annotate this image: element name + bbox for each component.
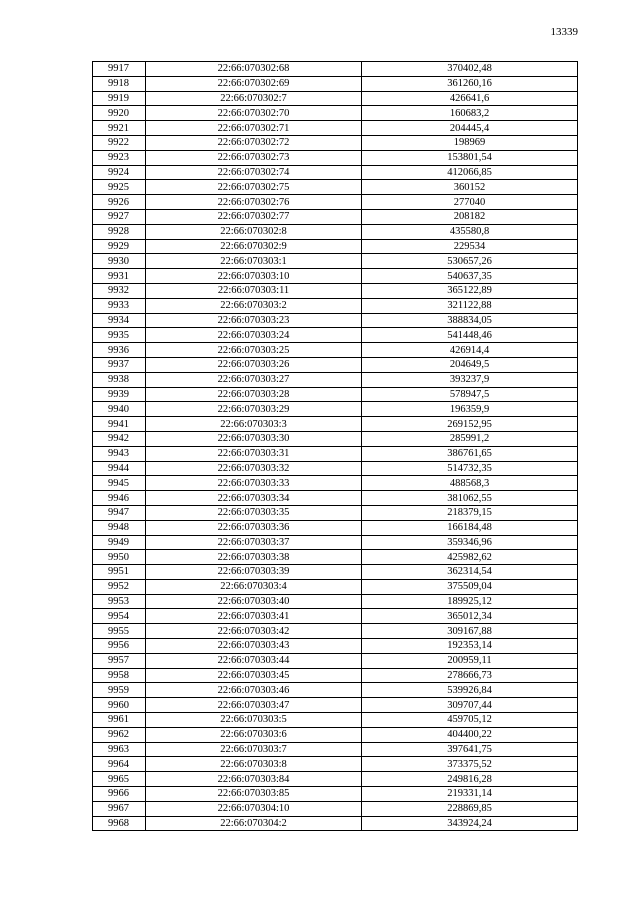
row-number-cell: 9946 [93,491,146,506]
cadastral-number-cell: 22:66:070303:30 [146,431,362,446]
cadastral-value-cell: 166184,48 [362,520,578,535]
cadastral-number-cell: 22:66:070303:26 [146,357,362,372]
cadastral-value-cell: 278666,73 [362,668,578,683]
cadastral-value-cell: 361260,16 [362,76,578,91]
cadastral-number-cell: 22:66:070303:39 [146,565,362,580]
cadastral-number-cell: 22:66:070303:28 [146,387,362,402]
table-row [93,624,578,639]
cadastral-number-cell: 22:66:070302:77 [146,209,362,224]
row-number-cell: 9950 [93,550,146,565]
row-number-cell: 9927 [93,209,146,224]
cadastral-number-cell: 22:66:070303:31 [146,446,362,461]
table-row [93,121,578,136]
row-number-cell: 9942 [93,431,146,446]
cadastral-value-cell: 359346,96 [362,535,578,550]
cadastral-value-cell: 196359,9 [362,402,578,417]
cadastral-number-cell: 22:66:070303:29 [146,402,362,417]
table-row [93,254,578,269]
table-row [93,135,578,150]
row-number-cell: 9939 [93,387,146,402]
table-row [93,91,578,106]
cadastral-value-cell: 269152,95 [362,417,578,432]
cadastral-value-cell: 198969 [362,135,578,150]
cadastral-value-cell: 540637,35 [362,269,578,284]
cadastral-value-cell: 412066,85 [362,165,578,180]
row-number-cell: 9957 [93,653,146,668]
table-row [93,313,578,328]
row-number-cell: 9937 [93,357,146,372]
table-row [93,209,578,224]
table-row [93,801,578,816]
cadastral-number-cell: 22:66:070304:10 [146,801,362,816]
cadastral-value-cell: 204649,5 [362,357,578,372]
table-row [93,417,578,432]
row-number-cell: 9929 [93,239,146,254]
cadastral-number-cell: 22:66:070302:7 [146,91,362,106]
table-row [93,609,578,624]
cadastral-value-cell: 386761,65 [362,446,578,461]
table-row [93,727,578,742]
cadastral-value-cell: 404400,22 [362,727,578,742]
row-number-cell: 9948 [93,520,146,535]
cadastral-number-cell: 22:66:070303:5 [146,713,362,728]
row-number-cell: 9924 [93,165,146,180]
row-number-cell: 9934 [93,313,146,328]
row-number-cell: 9943 [93,446,146,461]
table-row [93,106,578,121]
row-number-cell: 9931 [93,269,146,284]
cadastral-value-cell: 192353,14 [362,639,578,654]
row-number-cell: 9962 [93,727,146,742]
cadastral-value-cell: 309167,88 [362,624,578,639]
table-row [93,283,578,298]
cadastral-number-cell: 22:66:070302:74 [146,165,362,180]
table-row [93,520,578,535]
cadastral-value-cell: 153801,54 [362,150,578,165]
row-number-cell: 9955 [93,624,146,639]
row-number-cell: 9941 [93,417,146,432]
row-number-cell: 9965 [93,772,146,787]
cadastral-number-cell: 22:66:070303:38 [146,550,362,565]
row-number-cell: 9959 [93,683,146,698]
row-number-cell: 9920 [93,106,146,121]
cadastral-number-cell: 22:66:070303:36 [146,520,362,535]
cadastral-number-cell: 22:66:070303:33 [146,476,362,491]
cadastral-value-cell: 539926,84 [362,683,578,698]
table-row [93,372,578,387]
row-number-cell: 9956 [93,639,146,654]
table-row [93,165,578,180]
row-number-cell: 9967 [93,801,146,816]
row-number-cell: 9933 [93,298,146,313]
cadastral-value-cell: 208182 [362,209,578,224]
cadastral-value-cell: 229534 [362,239,578,254]
cadastral-number-cell: 22:66:070303:47 [146,698,362,713]
table-row [93,742,578,757]
table-row [93,357,578,372]
table-row [93,565,578,580]
cadastral-number-cell: 22:66:070302:73 [146,150,362,165]
row-number-cell: 9918 [93,76,146,91]
cadastral-value-cell: 365012,34 [362,609,578,624]
row-number-cell: 9930 [93,254,146,269]
cadastral-number-cell: 22:66:070303:44 [146,653,362,668]
cadastral-number-cell: 22:66:070302:75 [146,180,362,195]
cadastral-value-cell: 365122,89 [362,283,578,298]
row-number-cell: 9949 [93,535,146,550]
table-body [93,62,578,831]
cadastral-number-cell: 22:66:070302:70 [146,106,362,121]
cadastral-value-cell: 393237,9 [362,372,578,387]
cadastral-number-cell: 22:66:070304:2 [146,816,362,831]
row-number-cell: 9960 [93,698,146,713]
table-row [93,713,578,728]
cadastral-value-cell: 228869,85 [362,801,578,816]
cadastral-value-cell: 373375,52 [362,757,578,772]
row-number-cell: 9925 [93,180,146,195]
row-number-cell: 9923 [93,150,146,165]
cadastral-number-cell: 22:66:070303:34 [146,491,362,506]
cadastral-value-cell: 285991,2 [362,431,578,446]
cadastral-number-cell: 22:66:070302:9 [146,239,362,254]
cadastral-number-cell: 22:66:070303:27 [146,372,362,387]
cadastral-value-cell: 514732,35 [362,461,578,476]
page-number: 13339 [550,26,578,38]
cadastral-value-table [92,61,578,831]
table-row [93,269,578,284]
row-number-cell: 9932 [93,283,146,298]
table-row [93,224,578,239]
cadastral-value-cell: 200959,11 [362,653,578,668]
cadastral-value-cell: 218379,15 [362,505,578,520]
cadastral-number-cell: 22:66:070303:6 [146,727,362,742]
table-row [93,535,578,550]
cadastral-value-cell: 362314,54 [362,565,578,580]
table-row [93,328,578,343]
row-number-cell: 9944 [93,461,146,476]
cadastral-value-cell: 249816,28 [362,772,578,787]
cadastral-value-cell: 189925,12 [362,594,578,609]
cadastral-number-cell: 22:66:070302:8 [146,224,362,239]
table-row [93,787,578,802]
cadastral-number-cell: 22:66:070303:42 [146,624,362,639]
table-row [93,639,578,654]
row-number-cell: 9947 [93,505,146,520]
cadastral-number-cell: 22:66:070302:69 [146,76,362,91]
cadastral-value-cell: 277040 [362,195,578,210]
cadastral-number-cell: 22:66:070302:68 [146,62,362,77]
cadastral-number-cell: 22:66:070303:35 [146,505,362,520]
cadastral-number-cell: 22:66:070303:41 [146,609,362,624]
cadastral-value-cell: 488568,3 [362,476,578,491]
row-number-cell: 9954 [93,609,146,624]
table-row [93,343,578,358]
cadastral-number-cell: 22:66:070303:40 [146,594,362,609]
cadastral-value-cell: 426914,4 [362,343,578,358]
cadastral-value-cell: 397641,75 [362,742,578,757]
table-row [93,150,578,165]
row-number-cell: 9961 [93,713,146,728]
table-row [93,579,578,594]
table-row [93,180,578,195]
cadastral-value-cell: 459705,12 [362,713,578,728]
cadastral-value-cell: 578947,5 [362,387,578,402]
table-row [93,594,578,609]
cadastral-value-cell: 219331,14 [362,787,578,802]
cadastral-value-cell: 204445,4 [362,121,578,136]
row-number-cell: 9938 [93,372,146,387]
row-number-cell: 9917 [93,62,146,77]
row-number-cell: 9966 [93,787,146,802]
row-number-cell: 9922 [93,135,146,150]
table-row [93,446,578,461]
table-row [93,62,578,77]
row-number-cell: 9928 [93,224,146,239]
table-row [93,505,578,520]
cadastral-value-cell: 343924,24 [362,816,578,831]
row-number-cell: 9936 [93,343,146,358]
cadastral-number-cell: 22:66:070303:3 [146,417,362,432]
table-row [93,76,578,91]
row-number-cell: 9921 [93,121,146,136]
cadastral-number-cell: 22:66:070303:37 [146,535,362,550]
table-row [93,668,578,683]
cadastral-number-cell: 22:66:070303:24 [146,328,362,343]
table-row [93,757,578,772]
table-row [93,698,578,713]
table-row [93,402,578,417]
cadastral-value-cell: 321122,88 [362,298,578,313]
cadastral-value-cell: 160683,2 [362,106,578,121]
cadastral-value-cell: 388834,05 [362,313,578,328]
cadastral-number-cell: 22:66:070302:76 [146,195,362,210]
row-number-cell: 9952 [93,579,146,594]
table-row [93,816,578,831]
table-row [93,772,578,787]
cadastral-value-cell: 425982,62 [362,550,578,565]
cadastral-value-cell: 435580,8 [362,224,578,239]
table-row [93,298,578,313]
table-row [93,239,578,254]
table-row [93,461,578,476]
table-row [93,431,578,446]
cadastral-number-cell: 22:66:070303:46 [146,683,362,698]
row-number-cell: 9963 [93,742,146,757]
cadastral-value-cell: 309707,44 [362,698,578,713]
cadastral-number-cell: 22:66:070303:7 [146,742,362,757]
cadastral-number-cell: 22:66:070303:84 [146,772,362,787]
cadastral-number-cell: 22:66:070303:85 [146,787,362,802]
table-row [93,387,578,402]
cadastral-value-cell: 530657,26 [362,254,578,269]
cadastral-number-cell: 22:66:070302:72 [146,135,362,150]
cadastral-number-cell: 22:66:070303:1 [146,254,362,269]
row-number-cell: 9945 [93,476,146,491]
cadastral-number-cell: 22:66:070303:23 [146,313,362,328]
cadastral-value-cell: 381062,55 [362,491,578,506]
row-number-cell: 9958 [93,668,146,683]
cadastral-number-cell: 22:66:070303:2 [146,298,362,313]
cadastral-number-cell: 22:66:070303:32 [146,461,362,476]
cadastral-value-cell: 541448,46 [362,328,578,343]
table-row [93,653,578,668]
row-number-cell: 9935 [93,328,146,343]
cadastral-value-cell: 360152 [362,180,578,195]
table-row [93,550,578,565]
cadastral-number-cell: 22:66:070303:4 [146,579,362,594]
table-row [93,491,578,506]
table-row [93,195,578,210]
cadastral-value-cell: 370402,48 [362,62,578,77]
cadastral-number-cell: 22:66:070303:25 [146,343,362,358]
cadastral-number-cell: 22:66:070303:10 [146,269,362,284]
row-number-cell: 9919 [93,91,146,106]
cadastral-number-cell: 22:66:070303:45 [146,668,362,683]
cadastral-value-cell: 426641,6 [362,91,578,106]
cadastral-number-cell: 22:66:070303:43 [146,639,362,654]
row-number-cell: 9968 [93,816,146,831]
row-number-cell: 9926 [93,195,146,210]
row-number-cell: 9964 [93,757,146,772]
row-number-cell: 9940 [93,402,146,417]
table-row [93,683,578,698]
cadastral-number-cell: 22:66:070302:71 [146,121,362,136]
cadastral-number-cell: 22:66:070303:8 [146,757,362,772]
row-number-cell: 9953 [93,594,146,609]
row-number-cell: 9951 [93,565,146,580]
cadastral-number-cell: 22:66:070303:11 [146,283,362,298]
cadastral-value-cell: 375509,04 [362,579,578,594]
table-row [93,476,578,491]
